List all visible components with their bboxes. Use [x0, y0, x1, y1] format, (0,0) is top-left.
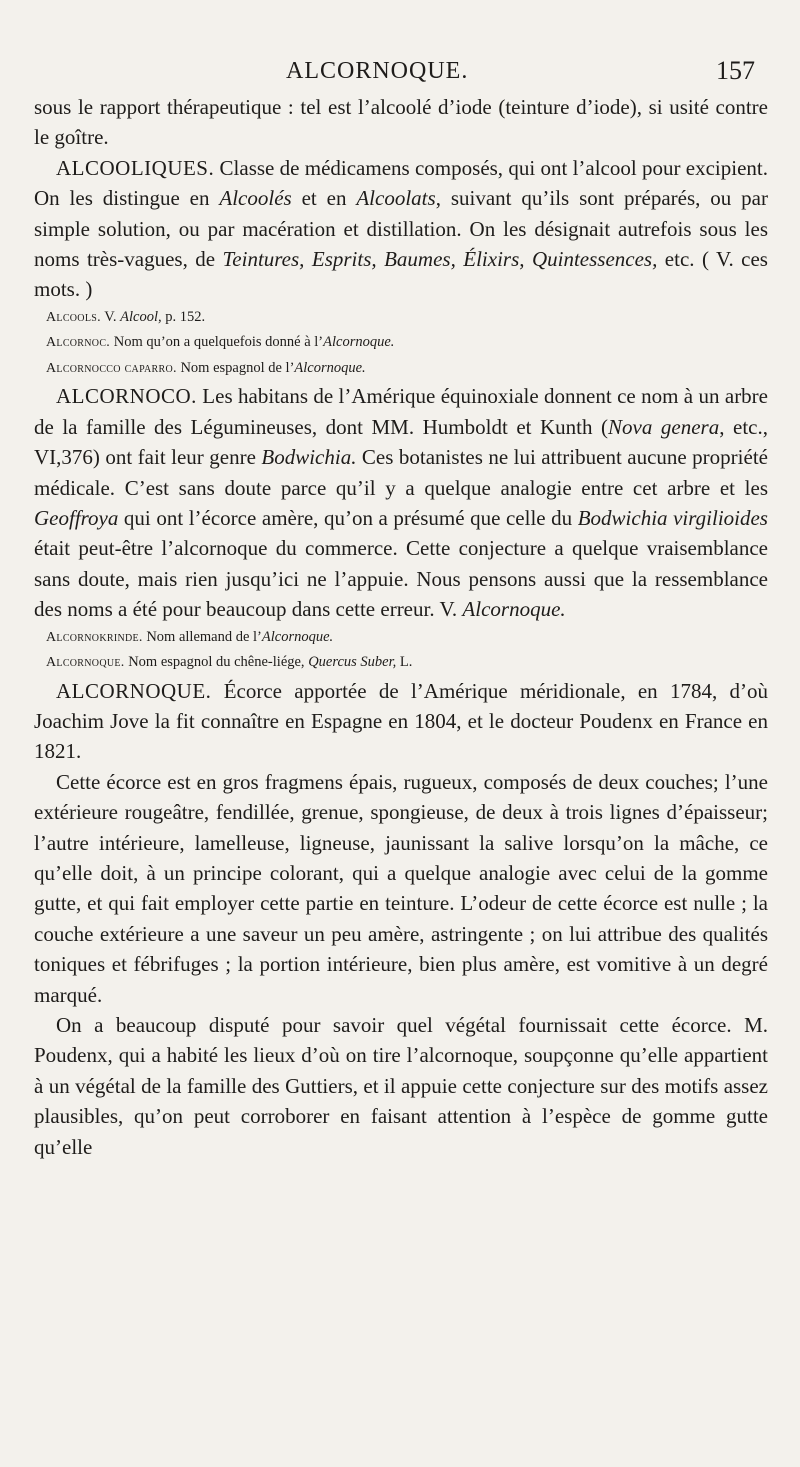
entry-term: ALCORNOQUE.	[56, 678, 212, 703]
entry-text: p. 152.	[161, 308, 206, 325]
entry-emphasis: Alcornoque.	[462, 597, 566, 622]
entry-text: Nom espagnol de l’	[176, 359, 295, 376]
entry-text: était peut-être l’alcornoque du commerce. Cette conjecture a quelque vraisemblance sans doute, mais rien jusqu’ici ne l’appuie. Nous pensons aussi que la ressemblance des noms a été pour beaucoup dans cette erreur. V.	[34, 536, 768, 622]
entry-text: et en	[291, 186, 357, 211]
entry-text: Nom qu’on a quelquefois donné à l’	[110, 334, 324, 351]
entry-emphasis: Alcool,	[120, 308, 162, 325]
entry-term: Alcornoque.	[46, 655, 125, 671]
entry-emphasis: Alcornoque.	[261, 628, 334, 645]
paragraph-text: Cette écorce est en gros fragmens épais, rugueux, composés de deux couches; l’une extérieure rougeâtre, fendillée, grenue, spongieuse, de deux à trois lignes d’épaisseur; l’autre intérieure, lamelleuse, ligneuse, jaunissant la salive lorsqu’on la mâche, ce qu’elle doit, à un principe colorant, qui a quelque analogie avec celui de la gomme gutte, et qui fait employer cette partie en teinture. L’odeur de cette écorce est nulle ; la couche extérieure a une saveur un peu amère, astringente ; on lui attribue des qualités toniques et fébrifuges ; la portion intérieure, bien plus amère, est vomitive à un degré marqué.	[34, 769, 768, 1007]
intro-text: sous le rapport thérapeutique : tel est l’alcoolé d’iode (teinture d’iode), si usité contre le goître.	[34, 95, 768, 150]
entry-term: ALCORNOCO.	[56, 384, 197, 409]
entry-emphasis: Geoffroya	[34, 505, 119, 530]
paragraph-text: On a beaucoup disputé pour savoir quel végétal fournissait cette écorce. M. Poudenx, qui a habité les lieux d’où on tire l’alcornoque, soupçonne qu’elle appartient à un végétal de la famille des Guttiers, et il appuie cette conjecture sur des motifs assez plausibles, qu’on peut corroborer en faisant attention à l’espèce de gomme gutte qu’elle	[34, 1013, 768, 1159]
entry-text: , etc., VI,376) ont fait leur genre	[34, 414, 768, 470]
entry-emphasis: Bodwichia virgilioides	[577, 505, 768, 530]
entry-term: Alcornocco caparro.	[46, 360, 177, 376]
entry-text: , suivant qu’ils sont préparés, ou par simple solution, ou par macération et distillation. On les désignait autrefois sous les noms très-vagues, de	[34, 186, 768, 272]
entry-alcooliques	[34, 153, 768, 305]
entry-alcornoque-es	[34, 650, 768, 676]
running-title: ALCORNOQUE.	[286, 58, 469, 84]
entry-text: Nom espagnol du chêne-liége,	[124, 654, 309, 671]
entry-emphasis: Bodwichia.	[261, 445, 357, 470]
entry-term: Alcornoc.	[46, 335, 111, 351]
entry-term: Alcornokrinde.	[46, 629, 143, 645]
entry-text: Classe de médicamens composés, qui ont l’alcool pour excipient. On les distingue en	[34, 155, 768, 211]
entry-alcornoc	[34, 330, 768, 356]
entry-alcornocco	[34, 356, 768, 382]
entry-text: Nom allemand de l’	[142, 628, 262, 645]
entry-emphasis: Alcornoque.	[294, 359, 366, 376]
page-number: 157	[716, 56, 755, 85]
entry-emphasis: Alcornoque.	[323, 334, 395, 351]
alcornoque-paragraph-3	[34, 1010, 768, 1162]
entry-text: V.	[100, 308, 121, 325]
page-body	[34, 92, 768, 1162]
entry-emphasis: Alcoolats	[356, 186, 436, 211]
entry-emphasis: Nova genera	[608, 414, 720, 439]
entry-text: etc. ( V. ces mots. )	[34, 247, 768, 302]
entry-text: L.	[396, 654, 413, 671]
entry-text: Les habitans de l’Amérique équinoxiale donnent ce nom à un arbre de la famille des Légumineuses, dont MM. Humboldt et Kunth (	[34, 384, 768, 439]
entry-term: Alcools.	[46, 309, 101, 325]
entry-emphasis: Alcoolés	[219, 186, 292, 211]
entry-alcornoque	[34, 676, 768, 767]
entry-text: qui ont l’écorce amère, qu’on a présumé que celle du	[118, 505, 578, 530]
entry-text: Écorce apportée de l’Amérique méridionale, en 1784, d’où Joachim Jove la fit connaître en Espagne en 1804, et le docteur Poudenx en France en 1821.	[34, 678, 768, 764]
entry-emphasis: Teintures, Esprits, Baumes, Élixirs, Quintessences,	[222, 247, 658, 272]
entry-alcools	[34, 305, 768, 331]
entry-term: ALCOOLIQUES.	[56, 155, 215, 180]
entry-text: Ces botanistes ne lui attribuent aucune propriété médicale. C’est sans doute parce qu’il y a quelque analogie entre cet arbre et les	[34, 445, 768, 500]
page-header	[0, 52, 800, 92]
intro-paragraph	[34, 92, 768, 153]
entry-alcornoco	[34, 381, 768, 624]
entry-alcornokrinde	[34, 625, 768, 651]
alcornoque-paragraph-2	[34, 767, 768, 1010]
entry-emphasis: Quercus Suber,	[308, 654, 397, 671]
